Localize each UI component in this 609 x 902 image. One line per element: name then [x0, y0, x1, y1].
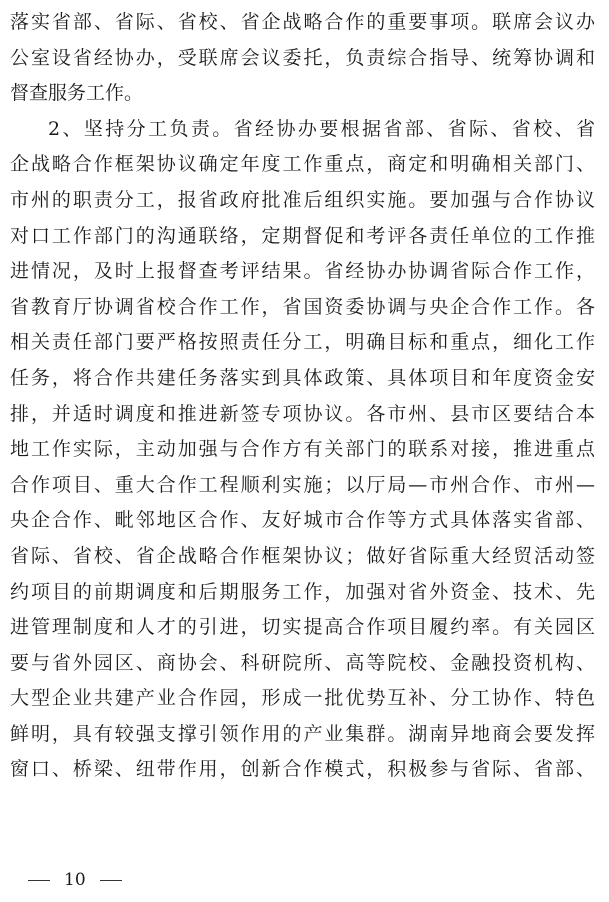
footer-dash-left — [28, 880, 50, 881]
paragraph-start-line: 2、坚持分工负责。省经协办要根据省部、省际、省校、省 — [48, 117, 595, 140]
text-line: 公室设省经协办，受联席会议委托，负责综合指导、统筹协调和 — [10, 46, 595, 69]
text-line: 大型企业共建产业合作园，形成一批优势互补、分工协作、特色 — [10, 687, 595, 710]
body-text — [10, 5, 595, 788]
text-line: 市州的职责分工，报省政府批准后组织实施。要加强与合作协议 — [10, 188, 595, 211]
text-line: 鲜明，具有较强支撑引领作用的产业集群。湖南异地商会要发挥 — [10, 722, 595, 745]
text-line: 进情况，及时上报督查考评结果。省经协办协调省际合作工作， — [10, 260, 595, 283]
text-line: 要与省外园区、商协会、科研院所、高等院校、金融投资机构、 — [10, 651, 595, 674]
footer-dash-right — [100, 880, 122, 881]
text-line: 对口工作部门的沟通联络，定期督促和考评各责任单位的工作推 — [10, 224, 595, 247]
text-line: 督查服务工作。 — [10, 82, 144, 105]
text-line: 相关责任部门要严格按照责任分工，明确目标和重点，细化工作 — [10, 331, 595, 354]
text-line: 约项目的前期调度和后期服务工作，加强对省外资金、技术、先 — [10, 580, 595, 603]
text-line: 企战略合作框架协议确定年度工作重点，商定和明确相关部门、 — [10, 153, 595, 176]
text-line: 任务，将合作共建任务落实到具体政策、具体项目和年度资金安 — [10, 366, 595, 389]
text-line: 排，并适时调度和推进新签专项协议。各市州、县市区要结合本 — [10, 402, 595, 425]
text-line: 省际、省校、省企战略合作框架协议；做好省际重大经贸活动签 — [10, 544, 595, 567]
text-line: 央企合作、毗邻地区合作、友好城市合作等方式具体落实省部、 — [10, 509, 595, 532]
text-line: 合作项目、重大合作工程顺利实施；以厅局—市州合作、市州— — [10, 473, 595, 496]
page-footer — [28, 866, 122, 894]
page-number: 10 — [64, 870, 86, 890]
text-line: 省教育厅协调省校合作工作，省国资委协调与央企合作工作。各 — [10, 295, 595, 318]
text-line: 落实省部、省际、省校、省企战略合作的重要事项。联席会议办 — [10, 11, 595, 33]
text-line: 进管理制度和人才的引进，切实提高合作项目履约率。有关园区 — [10, 616, 595, 639]
text-line: 窗口、桥梁、纽带作用，创新合作模式，积极参与省际、省部、 — [10, 758, 595, 781]
text-line: 地工作实际，主动加强与合作方有关部门的联系对接，推进重点 — [10, 438, 595, 461]
